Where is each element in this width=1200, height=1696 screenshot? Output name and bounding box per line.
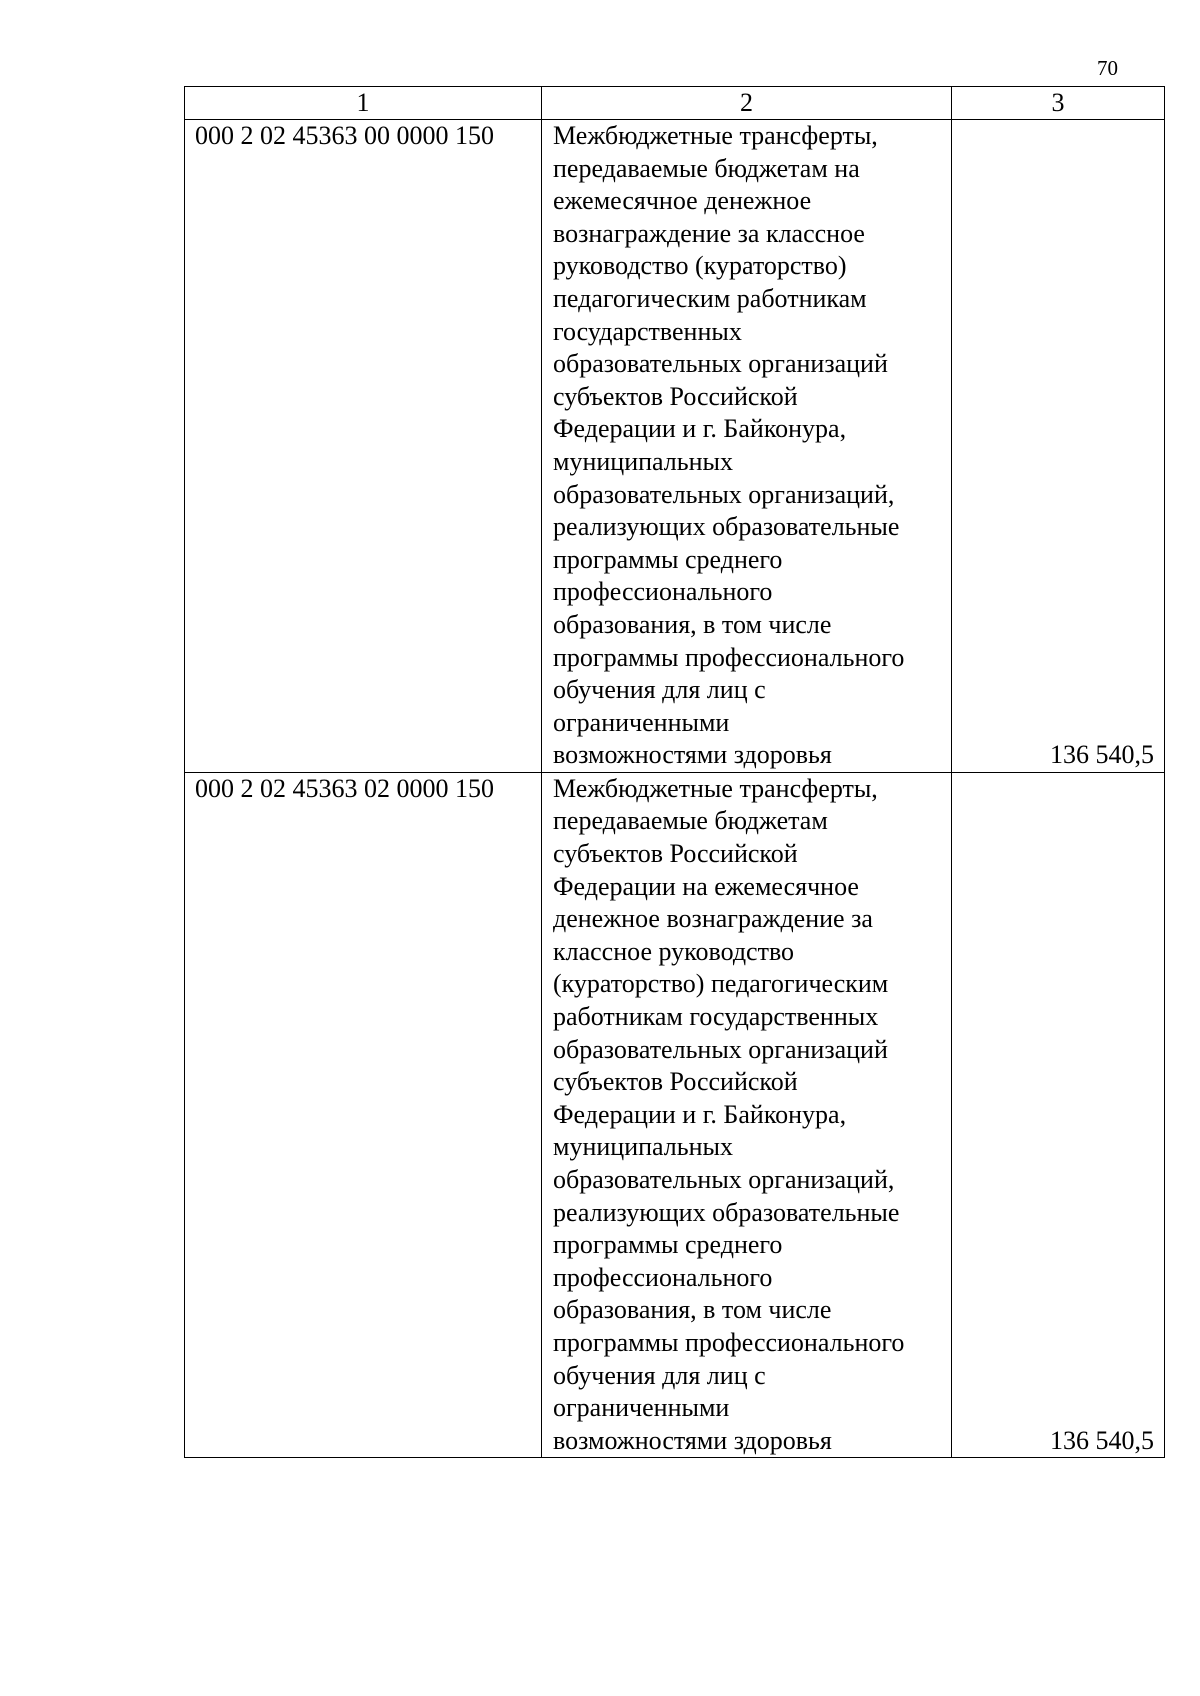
description-line: программы профессионального <box>553 642 905 672</box>
description-line: субъектов Российской <box>553 1067 798 1097</box>
description-line: работникам государственных <box>553 1002 879 1032</box>
description-line: руководство (кураторство) <box>553 251 847 281</box>
description-line: вознаграждение за классное <box>553 218 865 248</box>
description-cell <box>542 120 952 773</box>
description-line: профессионального <box>553 577 773 607</box>
description-line: субъектов Российской <box>553 381 798 411</box>
description-line: обучения для лиц с <box>553 1360 766 1390</box>
description-line: образовательных организаций, <box>553 479 895 509</box>
description-line: профессионального <box>553 1262 773 1292</box>
description-line: ежемесячное денежное <box>553 186 812 216</box>
budget-code-cell: 000 2 02 45363 00 0000 150 <box>185 120 542 773</box>
amount-cell: 136 540,5 <box>952 120 1165 773</box>
table-row <box>185 772 1165 1457</box>
description-line: образовательных организаций <box>553 1034 888 1064</box>
description-line: образовательных организаций <box>553 349 888 379</box>
description-line: возможностями здоровья <box>553 740 832 770</box>
description-line: передаваемые бюджетам <box>553 806 828 836</box>
description-line: педагогическим работникам <box>553 283 867 313</box>
description-cell <box>542 772 952 1457</box>
description-line: муниципальных <box>553 1132 734 1162</box>
description-line: обучения для лиц с <box>553 675 766 705</box>
description-line: образовательных организаций, <box>553 1165 895 1194</box>
description-line: образования, в том числе <box>553 1295 832 1325</box>
description-line: образования, в том числе <box>553 609 832 639</box>
description-line: государственных <box>553 316 742 346</box>
description-line: Федерации и г. Байконура, <box>553 1099 847 1129</box>
column-header-3: 3 <box>952 87 1165 120</box>
table-header-row <box>185 87 1165 120</box>
description-line: ограниченными <box>553 707 730 737</box>
page-number: 70 <box>1097 56 1118 80</box>
description-line: субъектов Российской <box>553 839 798 869</box>
description-line: Федерации и г. Байконура, <box>553 414 847 444</box>
description-line: (кураторство) педагогическим <box>553 969 889 999</box>
description-line: программы среднего <box>553 1230 783 1260</box>
description-line: передаваемые бюджетам на <box>553 153 860 183</box>
description-line: Межбюджетные трансферты, <box>553 121 878 150</box>
description-line: классное руководство <box>553 936 795 966</box>
budget-code-cell: 000 2 02 45363 02 0000 150 <box>185 772 542 1457</box>
description-line: программы среднего <box>553 544 783 574</box>
description-line: реализующих образовательные <box>553 1197 900 1227</box>
description-line: муниципальных <box>553 446 734 476</box>
description-line: ограниченными <box>553 1393 730 1423</box>
amount-cell: 136 540,5 <box>952 772 1165 1457</box>
description-line: денежное вознаграждение за <box>553 904 873 934</box>
column-header-1: 1 <box>185 87 542 120</box>
description-line: Межбюджетные трансферты, <box>553 773 878 803</box>
description-line: возможностями здоровья <box>553 1425 832 1455</box>
description-line: реализующих образовательные <box>553 512 900 542</box>
table-row <box>185 120 1165 773</box>
budget-table <box>184 86 1165 1458</box>
description-line: Федерации на ежемесячное <box>553 871 859 901</box>
description-line: программы профессионального <box>553 1327 905 1357</box>
column-header-2: 2 <box>542 87 952 120</box>
